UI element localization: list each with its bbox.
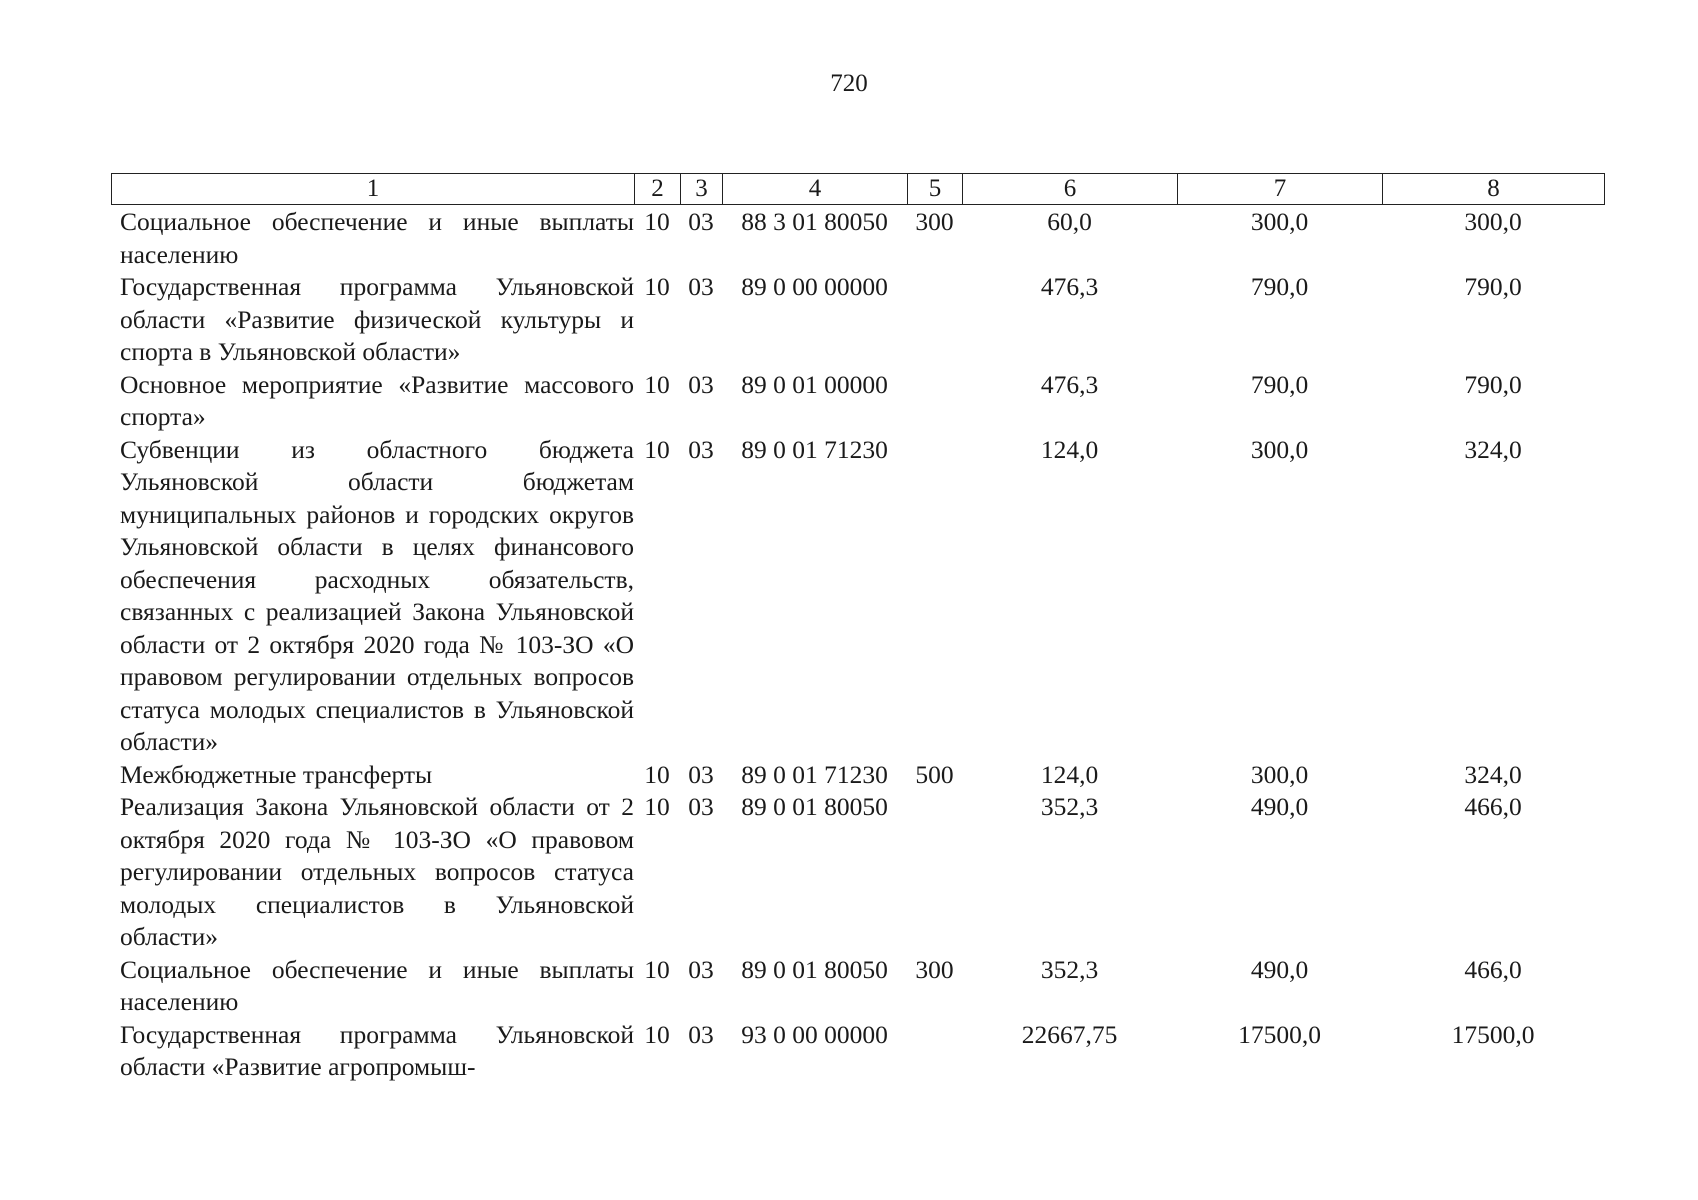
row-subsection: 03 xyxy=(688,1019,714,1049)
row-target-code: 88 3 01 80050 xyxy=(741,207,888,236)
row-amount-8: 324,0 xyxy=(1464,434,1522,464)
row-amount-6: 124,0 xyxy=(1040,759,1099,789)
header-col-8: 8 xyxy=(1383,174,1605,205)
row-name: Субвенции из областного бюджета Ульяновской области бюджетам муниципальных районов и городских округов Ульяновской области в целях финансового обеспечения расходных обязательств, связанных с реализацией Закона Ульяновской области от 2 октября 2020 года № 103-ЗО «О правовом регулировании отдельных вопросов статуса молодых специалистов в Ульяновской области» xyxy=(120,434,634,756)
row-name: Социальное обеспечение и иные выплаты населению xyxy=(120,954,634,1016)
table-row xyxy=(111,434,1604,759)
row-amount-7: 490,0 xyxy=(1250,954,1309,984)
row-section: 10 xyxy=(644,207,670,236)
row-amount-6: 352,3 xyxy=(1040,792,1099,821)
row-amount-8: 17500,0 xyxy=(1451,1019,1535,1049)
row-amount-7: 490,0 xyxy=(1250,792,1309,821)
header-col-6: 6 xyxy=(963,174,1178,205)
row-amount-7: 300,0 xyxy=(1250,207,1309,236)
table-row xyxy=(111,759,1604,792)
row-section: 10 xyxy=(644,954,670,984)
table-row xyxy=(111,791,1604,954)
row-amount-6: 476,3 xyxy=(1040,272,1099,301)
row-subsection: 03 xyxy=(688,434,714,464)
row-amount-8: 790,0 xyxy=(1464,369,1522,399)
column-number-header xyxy=(111,173,1605,205)
row-section: 10 xyxy=(644,369,670,399)
row-target-code: 89 0 01 71230 xyxy=(741,434,888,464)
row-expense-type xyxy=(907,369,962,434)
row-target-code: 89 0 01 80050 xyxy=(741,954,888,984)
table-row xyxy=(111,206,1604,271)
row-target-code: 89 0 01 71230 xyxy=(741,759,888,789)
row-amount-6: 124,0 xyxy=(1040,434,1099,464)
row-subsection: 03 xyxy=(688,954,714,984)
table-row xyxy=(111,271,1604,369)
table-row xyxy=(111,954,1604,1019)
row-amount-6: 60,0 xyxy=(1047,207,1092,236)
row-amount-6: 352,3 xyxy=(1040,954,1099,984)
row-amount-6: 476,3 xyxy=(1040,369,1099,399)
table-row xyxy=(111,1019,1604,1084)
page-number: 720 xyxy=(830,70,868,97)
row-section: 10 xyxy=(644,759,670,789)
row-amount-8: 300,0 xyxy=(1464,207,1522,236)
row-amount-7: 17500,0 xyxy=(1238,1019,1321,1049)
header-col-4: 4 xyxy=(723,174,908,205)
header-col-1: 1 xyxy=(112,174,635,205)
row-expense-type xyxy=(907,791,962,954)
row-subsection: 03 xyxy=(688,792,714,821)
row-section: 10 xyxy=(644,1019,670,1049)
row-expense-type xyxy=(907,271,962,369)
row-subsection: 03 xyxy=(688,272,714,301)
row-amount-8: 466,0 xyxy=(1464,954,1522,984)
header-col-7: 7 xyxy=(1178,174,1383,205)
row-section: 10 xyxy=(644,792,670,821)
table-row xyxy=(111,369,1604,434)
row-amount-7: 790,0 xyxy=(1250,272,1309,301)
row-subsection: 03 xyxy=(688,759,714,789)
row-target-code: 93 0 00 00000 xyxy=(741,1019,888,1049)
row-name: Государственная программа Ульяновской области «Развитие физической культуры и спорта в Ульяновской области» xyxy=(120,272,634,366)
row-amount-8: 466,0 xyxy=(1464,792,1522,821)
row-name: Межбюджетные трансферты xyxy=(120,759,433,789)
row-expense-type: 300 xyxy=(915,207,954,236)
row-section: 10 xyxy=(644,272,670,301)
row-amount-8: 790,0 xyxy=(1464,272,1522,301)
row-target-code: 89 0 00 00000 xyxy=(741,272,888,301)
row-name: Основное мероприятие «Развитие массового спорта» xyxy=(120,369,634,431)
row-name: Реализация Закона Ульяновской области от 2 октября 2020 года № 103-ЗО «О правовом регулировании отдельных вопросов статуса молодых специалистов в Ульяновской области» xyxy=(120,792,634,951)
row-expense-type: 500 xyxy=(915,759,954,789)
header-col-5: 5 xyxy=(908,174,963,205)
row-amount-6: 22667,75 xyxy=(1021,1019,1118,1049)
row-expense-type xyxy=(907,1019,962,1084)
row-amount-7: 790,0 xyxy=(1250,369,1309,399)
row-target-code: 89 0 01 80050 xyxy=(741,792,888,821)
row-amount-8: 324,0 xyxy=(1464,759,1522,789)
row-subsection: 03 xyxy=(688,369,714,399)
row-subsection: 03 xyxy=(688,207,714,236)
row-amount-7: 300,0 xyxy=(1250,759,1309,789)
row-expense-type: 300 xyxy=(915,954,954,984)
row-expense-type xyxy=(907,434,962,759)
header-col-3: 3 xyxy=(681,174,723,205)
header-col-2: 2 xyxy=(635,174,681,205)
row-target-code: 89 0 01 00000 xyxy=(741,369,888,399)
budget-table-body xyxy=(111,206,1604,1084)
row-name: Социальное обеспечение и иные выплаты населению xyxy=(120,207,634,269)
row-amount-7: 300,0 xyxy=(1250,434,1309,464)
row-section: 10 xyxy=(644,434,670,464)
row-name: Государственная программа Ульяновской области «Развитие агропромыш- xyxy=(120,1019,634,1081)
